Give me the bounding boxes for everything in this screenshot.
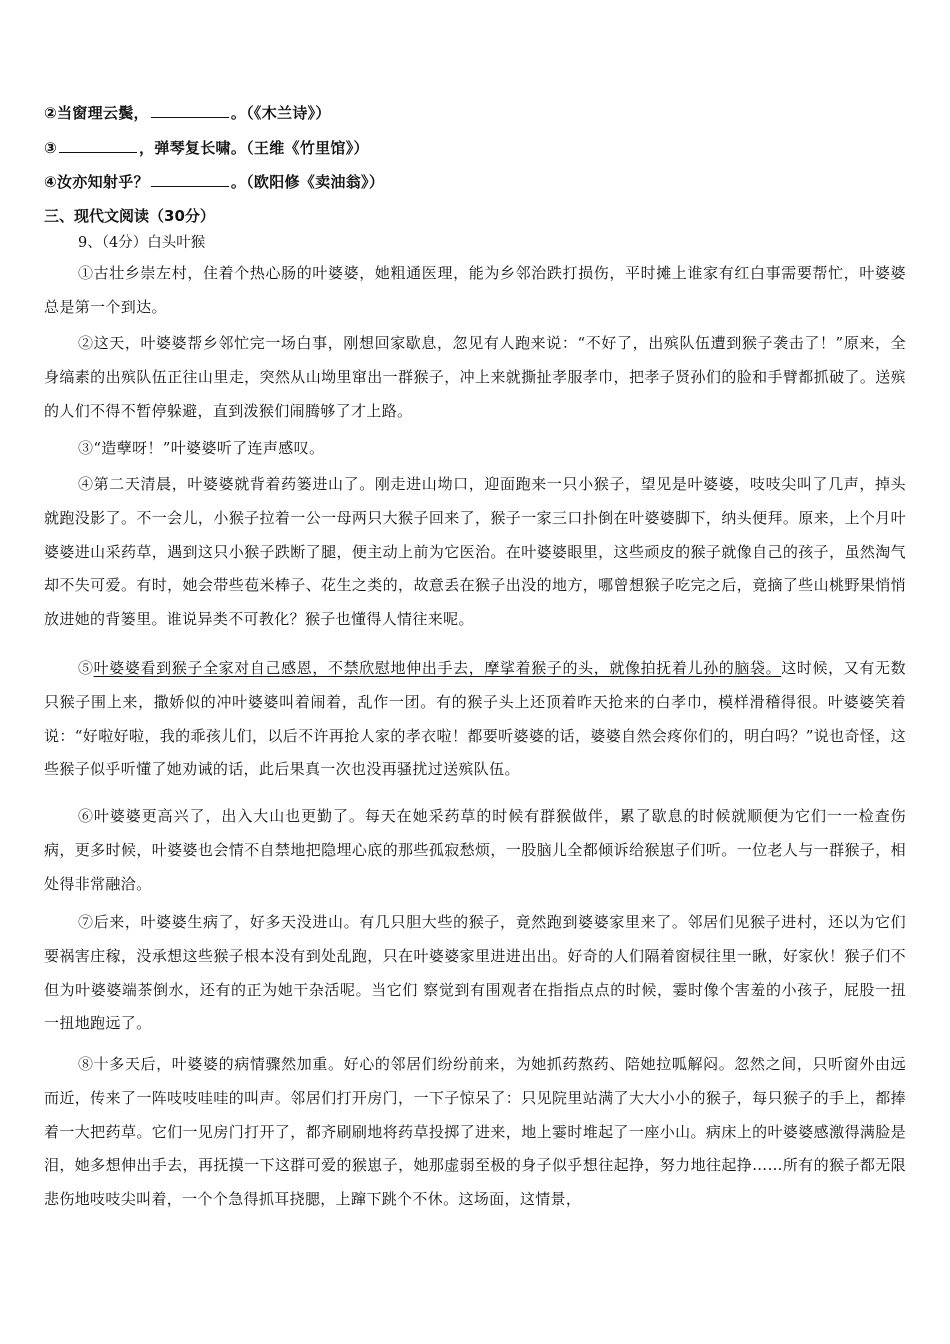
paragraph-5-number: ⑤ [78,659,94,677]
paragraph-3: ③“造孽呀！”叶婆婆听了连声感叹。 [78,439,325,457]
paragraph-8: ⑧十多天后，叶婆婆的病情骤然加重。好心的邻居们纷纷前来，为她抓药熬药、陪她拉呱解闷。忽然之间，只听窗外由远而近，传来了一阵吱吱哇哇的叫声。邻居们打开房门，一下子惊呆了：只见院里站满了大大小小的猴子，每只猴子的手上，都捧着一大把药草。它们一见房门打开了，都齐刷刷地将药草投掷了进来，地上霎时堆起了一座小山。病床上的叶婆婆感激得满脸是泪，她多想伸出手去，再抚摸一下这群可爱的猴崽子，她那虚弱至极的身子似乎想往起挣，努力地往起挣……所有的猴子都无限悲伤地吱吱尖叫着，一个个急得抓耳挠腮，上蹿下跳个不休。这场面，这情景， [44,1055,906,1209]
answer-blank-4[interactable] [151,172,229,187]
underlined-sentence: 叶婆婆看到猴子全家对自己感恩，不禁欣慰地伸出手去，摩挲着猴子的头，就像拍抚着儿孙的脑袋。 [93,659,782,677]
paragraph-5-rest: 这时候，又有无数只猴子围上来，撒娇似的冲叶婆婆叫着闹着，乱作一团。有的猴子头上还顶着昨天抢来的白孝巾，模样滑稽得很。叶婆婆笑着说：“好啦好啦，我的乖孩儿们，以后不许再抢人家的孝衣啦！都要听婆婆的话，婆婆自然会疼你们的，明白吗？”说也奇怪，这些猴子似乎听懂了她劝诫的话，此后果真一次也没再骚扰过送殡队伍。 [44,659,906,779]
paragraph-4: ④第二天清晨，叶婆婆就背着药篓进山了。刚走进山坳口，迎面跑来一只小猴子，望见是叶婆婆，吱吱尖叫了几声，掉头就跑没影了。不一会儿，小猴子拉着一公一母两只大猴子回来了，猴子一家三口扑倒在叶婆婆脚下，纳头便拜。原来，上个月叶婆婆进山采药草，遇到这只小猴子跌断了腿，便主动上前为它医治。在叶婆婆眼里，这些顽皮的猴子就像自己的孩子，虽然淘气却不失可爱。有时，她会带些苞米棒子、花生之类的，故意丢在猴子出没的地方，哪曾想猴子吃完之后，竟摘了些山桃野果悄悄放进她的背篓里。谁说异类不可教化？猴子也懂得人情往来呢。 [44,475,906,629]
poetry-fill-line-4 [44,172,384,192]
fill-line-3-prefix: ③ [44,139,58,157]
answer-blank-2[interactable] [151,103,229,118]
fill-line-4-suffix: 。（欧阳修《卖油翁》） [230,173,385,191]
question-title: 9、（4分）白头叶猴 [78,235,206,251]
fill-line-4-prefix: ④汝亦知射乎？ [44,173,149,191]
fill-line-3-suffix: ，弹琴复长啸。（王维《竹里馆》） [139,139,369,157]
paragraph-7: ⑦后来，叶婆婆生病了，好多天没进山。有几只胆大些的猴子，竟然跑到婆婆家里来了。邻居们见猴子进村，还以为它们要祸害庄稼，没承想这些猴子根本没有到处乱跑，只在叶婆婆家里进进出出。好奇的人们隔着窗棂往里一瞅，好家伙！猴子们不但为叶婆婆端茶倒水，还有的正为她干杂活呢。当它们 察觉到有围观者在指指点点的时候，霎时像个害羞的小孩子，屁股一扭一扭地跑远了。 [44,913,906,1033]
poetry-fill-line-2 [44,103,331,123]
paragraph-1: ①古壮乡崇左村，住着个热心肠的叶婆婆，她粗通医理，能为乡邻治跌打损伤，平时摊上谁家有红白事需要帮忙，叶婆婆总是第一个到达。 [44,264,906,316]
answer-blank-3[interactable] [59,138,137,153]
paragraph-2: ②这天，叶婆婆帮乡邻忙完一场白事，刚想回家歇息，忽见有人跑来说：“不好了，出殡队伍遭到猴子袭击了！”原来，全身缟素的出殡队伍正往山里走，突然从山坳里窜出一群猴子，冲上来就撕扯孝服孝巾，把孝子贤孙们的脸和手臂都抓破了。送殡的人们不得不暂停躲避，直到泼猴们闹腾够了才上路。 [44,334,906,420]
paragraph-6: ⑥叶婆婆更高兴了，出入大山也更勤了。每天在她采药草的时候有群猴做伴，累了歇息的时候就顺便为它们一一检查伤病，更多时候，叶婆婆也会情不自禁地把隐埋心底的那些孤寂愁烦，一股脑儿全都倾诉给猴崽子们听。一位老人与一群猴子，相处得非常融洽。 [44,807,906,893]
fill-line-2-prefix: ②当窗理云鬓， [44,104,149,122]
fill-line-2-suffix: 。（《木兰诗》） [230,104,331,122]
paragraph-5 [44,652,906,787]
section-heading: 三、现代文阅读（30分） [44,207,215,225]
poetry-fill-line-3 [44,138,369,158]
